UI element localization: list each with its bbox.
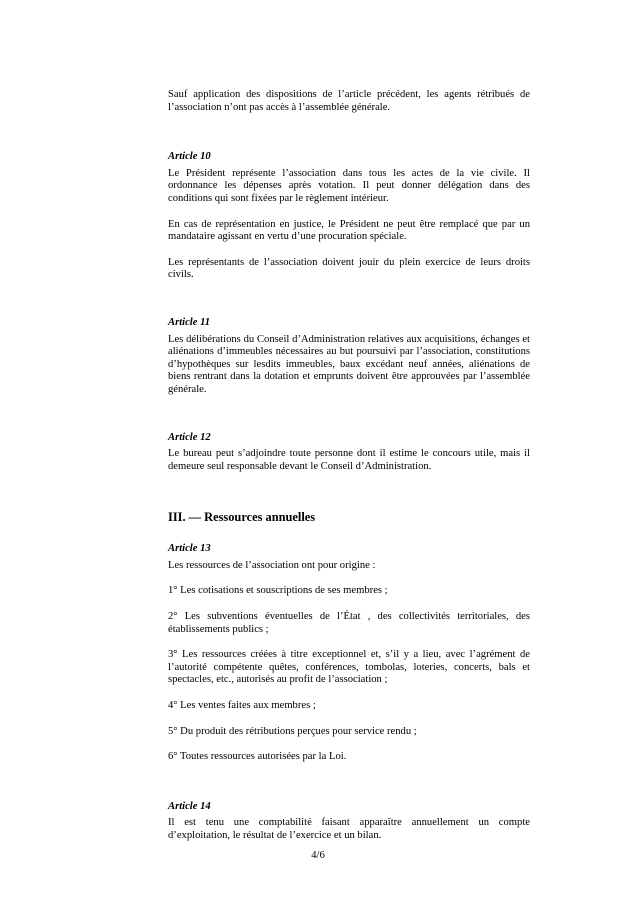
page-number: 4/6 — [311, 850, 325, 861]
resource-list-item: 6° Toutes ressources autorisées par la Loi. — [168, 751, 347, 763]
article-13 — [168, 543, 530, 764]
resource-list-item: 2° Les subventions éventuelles de l’État , des collectivités territoriales, des établissements publics ; — [168, 611, 530, 635]
article-10 — [168, 151, 530, 282]
article-title: Article 12 — [168, 431, 211, 443]
article-paragraph: Le Président représente l’association dans tous les actes de la vie civile. Il ordonnance les dépenses après votation. Il peut donner délégation dans des conditions qui sont fixées par le règlement intérieur. — [168, 167, 530, 204]
article-11 — [168, 317, 530, 397]
article-paragraph: Les délibérations du Conseil d’Administration relatives aux acquisitions, échanges et aliénations d’immeubles nécessaires au but poursuivi par l’association, constitutions d’hypothèques sur lesdits immeubles, baux excédant neuf années, aliénations de biens rentrant dans la dotation et emprunts doivent être approuvées par l’assemblée générale. — [168, 333, 530, 395]
resource-list-item: 5° Du produit des rétributions perçues pour service rendu ; — [168, 725, 417, 737]
article-title: Article 10 — [168, 151, 211, 163]
section-heading: III. — Ressources annuelles — [168, 510, 316, 525]
article-paragraph: En cas de représentation en justice, le Président ne peut être remplacé que par un mandataire agissant en vertu d’une procuration spéciale. — [168, 218, 530, 243]
article-paragraph: Les représentants de l’association doivent jouir du plein exercice de leurs droits civils. — [168, 256, 530, 281]
article-12 — [168, 432, 530, 474]
article-title: Article 11 — [168, 316, 211, 328]
intro-paragraph: Sauf application des dispositions de l’article précédent, les agents rétribués de l’association n’ont pas accès à l’assemblée générale. — [168, 89, 530, 113]
article-title: Article 14 — [168, 800, 211, 812]
resource-list-item: 3° Les ressources créées à titre exceptionnel et, s’il y a lieu, avec l’agrément de l’autorité compétente quêtes, conférences, tombolas, loteries, concerts, bals et spectacles, etc., autorisés au profit de l’association ; — [168, 649, 530, 686]
article-paragraph: Le bureau peut s’adjoindre toute personne dont il estime le concours utile, mais il demeure seul responsable devant le Conseil d’Administration. — [168, 448, 530, 472]
article-14 — [168, 801, 530, 843]
article-title: Article 13 — [168, 543, 211, 555]
resource-list-item: 4° Les ventes faites aux membres ; — [168, 700, 316, 712]
resource-list-item: 1° Les cotisations et souscriptions de ses membres ; — [168, 585, 388, 597]
article-paragraph: Les ressources de l’association ont pour origine : — [168, 559, 376, 571]
article-paragraph: Il est tenu une comptabilité faisant apparaître annuellement un compte d’exploitation, le résultat de l’exercice et un bilan. — [168, 817, 530, 841]
document-page — [168, 89, 530, 843]
